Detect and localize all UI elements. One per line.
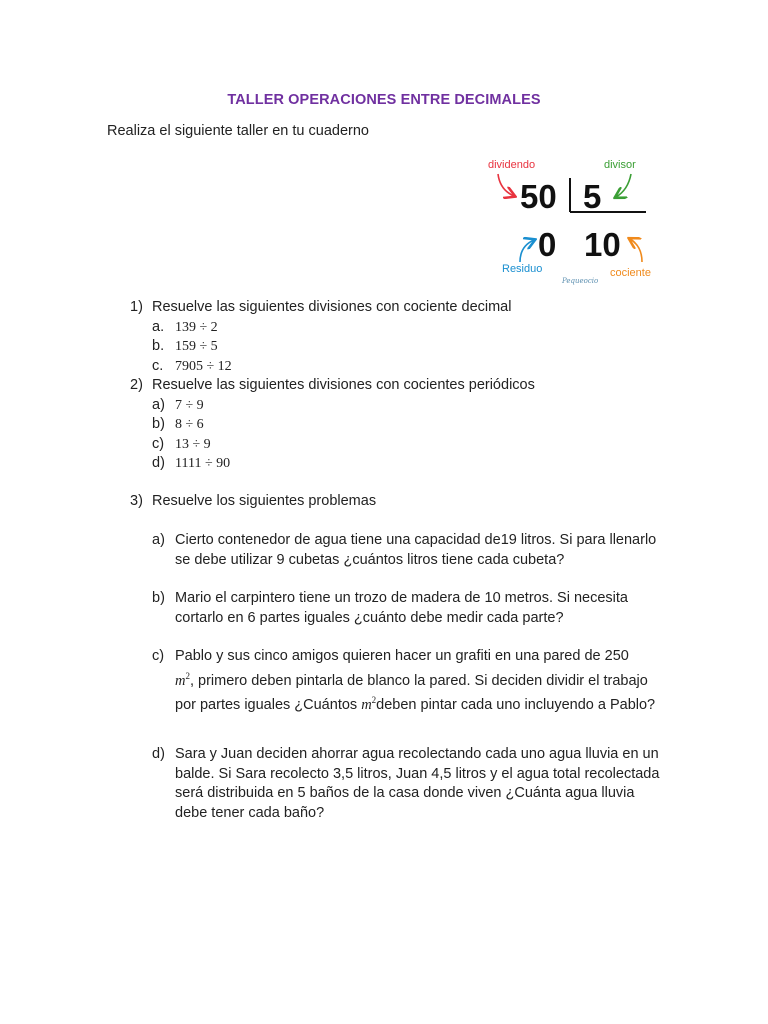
division-expression: 7 ÷ 9 bbox=[175, 397, 204, 413]
division-expression: 159 ÷ 5 bbox=[175, 339, 218, 354]
dividend-value: 50 bbox=[520, 178, 557, 215]
item-label: c) bbox=[152, 435, 165, 452]
division-expression: 8 ÷ 6 bbox=[175, 417, 204, 432]
problem-text: Sara y Juan deciden ahorrar agua recolectando cada uno agua lluvia en un balde. Si Sara recolecto 3,5 litros, Juan 4,5 litros y el agua total recolectada será distribuida en 5 baños de la casa donde viven ¿Cuánta agua lluvia debe tener cada baño? bbox=[175, 746, 660, 821]
item-label: d) bbox=[152, 746, 165, 762]
quotient-label: cociente bbox=[610, 267, 651, 279]
division-expression: 13 ÷ 9 bbox=[175, 436, 211, 452]
divisor-value: 5 bbox=[583, 178, 602, 215]
page-title: TALLER OPERACIONES ENTRE DECIMALES bbox=[227, 92, 541, 108]
item-label: d) bbox=[152, 455, 165, 471]
item-label: b. bbox=[152, 338, 165, 354]
problem-text-part: Pablo y sus cinco amigos quieren hacer un grafiti en una pared de 250 bbox=[175, 648, 629, 664]
problem-text-part: deben pintar cada uno incluyendo a Pablo? bbox=[376, 697, 656, 713]
division-expression: 7905 ÷ 12 bbox=[175, 358, 232, 374]
item-label: c. bbox=[152, 357, 164, 374]
square-meter-unit bbox=[361, 697, 376, 713]
problem-text bbox=[175, 647, 665, 716]
item-label: b) bbox=[152, 590, 165, 606]
square-meter-unit bbox=[175, 670, 190, 689]
unit-base: m bbox=[361, 697, 372, 713]
item-label: a) bbox=[152, 396, 165, 413]
remainder-label: Residuo bbox=[502, 263, 543, 275]
item-label: b) bbox=[152, 416, 165, 432]
division-expression: 139 ÷ 2 bbox=[175, 319, 218, 335]
item-label: c) bbox=[152, 648, 165, 664]
section-heading: Resuelve las siguientes divisiones con cocientes periódicos bbox=[152, 377, 535, 393]
section-number: 1) bbox=[130, 299, 143, 315]
divisor-label: divisor bbox=[604, 159, 636, 171]
remainder-value: 0 bbox=[538, 226, 557, 263]
quotient-value: 10 bbox=[584, 226, 621, 263]
problem-text: Mario el carpintero tiene un trozo de madera de 10 metros. Si necesita cortarlo en 6 partes iguales ¿cuánto debe medir cada parte? bbox=[175, 590, 628, 626]
division-diagram bbox=[484, 152, 664, 288]
intro-text: Realiza el siguiente taller en tu cuaderno bbox=[107, 123, 369, 139]
problem-text-part: , primero deben pintarla de blanco la pared. Si deciden dividir el trabajo por partes iguales ¿Cuántos bbox=[175, 672, 648, 713]
item-label: a) bbox=[152, 532, 165, 548]
unit-base: m bbox=[175, 672, 186, 689]
unit-exponent: 2 bbox=[371, 695, 377, 705]
section-number: 3) bbox=[130, 493, 143, 509]
section-heading: Resuelve los siguientes problemas bbox=[152, 493, 377, 509]
problem-text: Cierto contenedor de agua tiene una capacidad de19 litros. Si para llenarlo se debe utilizar 9 cubetas ¿cuántos litros tiene cada cubeta? bbox=[175, 532, 657, 568]
division-expression: 1111 ÷ 90 bbox=[175, 456, 231, 471]
section-heading: Resuelve las siguientes divisiones con cociente decimal bbox=[152, 299, 512, 315]
section-number: 2) bbox=[130, 377, 143, 393]
watermark-logo: Pequeocio bbox=[562, 277, 599, 285]
dividend-label: dividendo bbox=[488, 159, 536, 171]
item-label: a. bbox=[152, 318, 165, 335]
unit-exponent: 2 bbox=[185, 670, 190, 681]
